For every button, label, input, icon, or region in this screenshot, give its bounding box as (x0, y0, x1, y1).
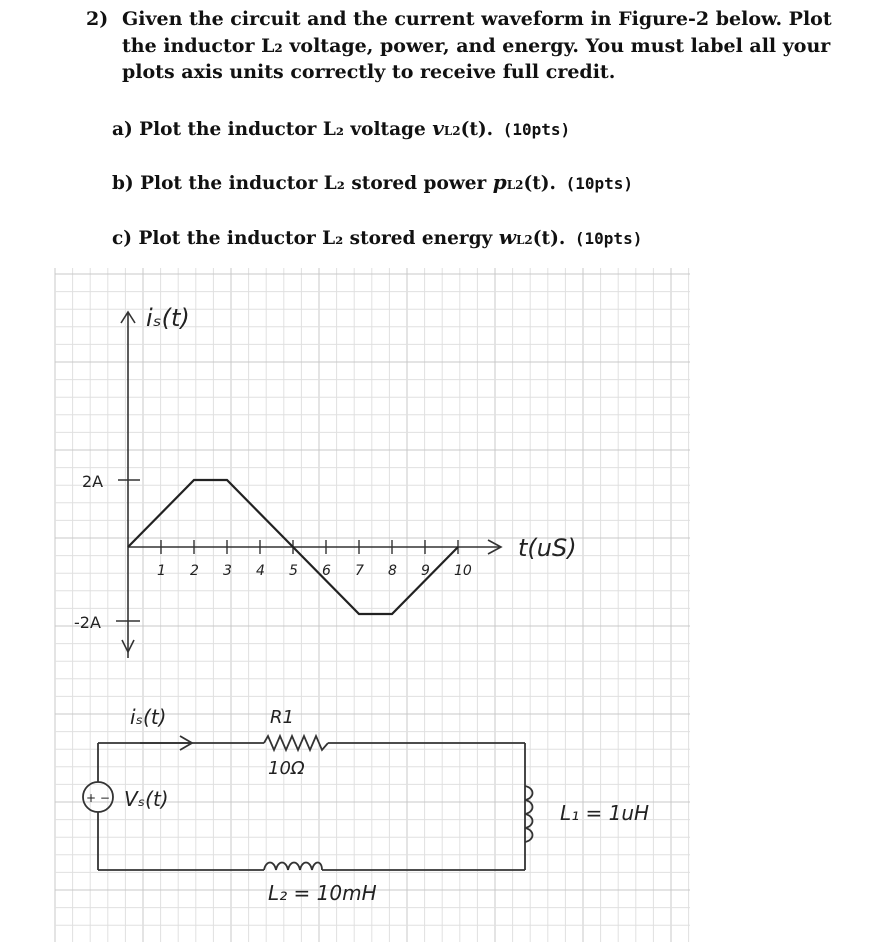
inductor-l1-label: L₁ = 1uH (560, 801, 650, 825)
source-voltage-label: Vₛ(t) (124, 787, 169, 811)
part-a-subscript: L2 (443, 124, 461, 138)
question-text: Given the circuit and the current waveform in Figure-2 below. Plot the inductor L₂ voltage, power, and energy. You must label all your plots axis units correctly to receive full credit. (122, 8, 832, 83)
x-tick-label: 8 (388, 563, 397, 579)
y-axis-label: iₛ(t) (146, 304, 190, 332)
figure-2 (0, 268, 872, 942)
part-c-points: (10pts) (565, 229, 643, 248)
part-a-points: (10pts) (493, 120, 571, 139)
current-direction-arrow-icon (140, 736, 192, 750)
x-tick-labels (157, 563, 472, 579)
part-c (112, 225, 642, 249)
resistor-value: 10Ω (268, 758, 305, 779)
part-a-suffix: (t). (460, 119, 494, 140)
part-b-subscript: L2 (506, 178, 524, 192)
part-b-prefix: b) Plot the inductor L₂ stored power (112, 173, 493, 194)
inductor-l2-label: L₂ = 10mH (268, 881, 377, 905)
x-tick-label: 9 (421, 563, 430, 579)
x-tick-label: 1 (157, 563, 166, 579)
part-c-suffix: (t). (532, 228, 566, 249)
resistor-r1 (264, 736, 328, 750)
part-a (112, 116, 570, 140)
part-c-prefix: c) Plot the inductor L₂ stored energy (112, 228, 499, 249)
x-tick-label: 6 (322, 563, 331, 579)
y-tick-label-neg2a: -2A (74, 613, 101, 632)
part-c-variable: w (498, 225, 516, 249)
x-tick-label: 5 (289, 563, 298, 579)
x-tick-label: 7 (355, 563, 364, 579)
part-b-suffix: (t). (523, 173, 556, 194)
x-axis-label: t(uS) (518, 534, 577, 562)
part-b (112, 170, 633, 194)
part-c-subscript: L2 (515, 233, 533, 247)
y-tick-label-2a: 2A (82, 472, 104, 491)
part-b-points: (10pts) (556, 174, 634, 193)
x-tick-label: 2 (190, 563, 199, 579)
graph-paper-grid (55, 268, 690, 942)
inductor-l2-coil (264, 863, 322, 871)
x-tick-label: 10 (454, 563, 472, 579)
x-tick-label: 3 (223, 563, 232, 579)
inductor-l1-coil (525, 786, 533, 842)
resistor-name: R1 (270, 707, 294, 728)
part-b-variable: p (492, 170, 507, 194)
question-number: 2) (86, 8, 109, 30)
source-polarity: + − (86, 791, 110, 805)
part-a-variable: v (432, 116, 444, 140)
part-a-prefix: a) Plot the inductor L₂ voltage (112, 119, 433, 140)
source-current-label: iₛ(t) (130, 705, 167, 729)
x-tick-label: 4 (256, 563, 265, 579)
